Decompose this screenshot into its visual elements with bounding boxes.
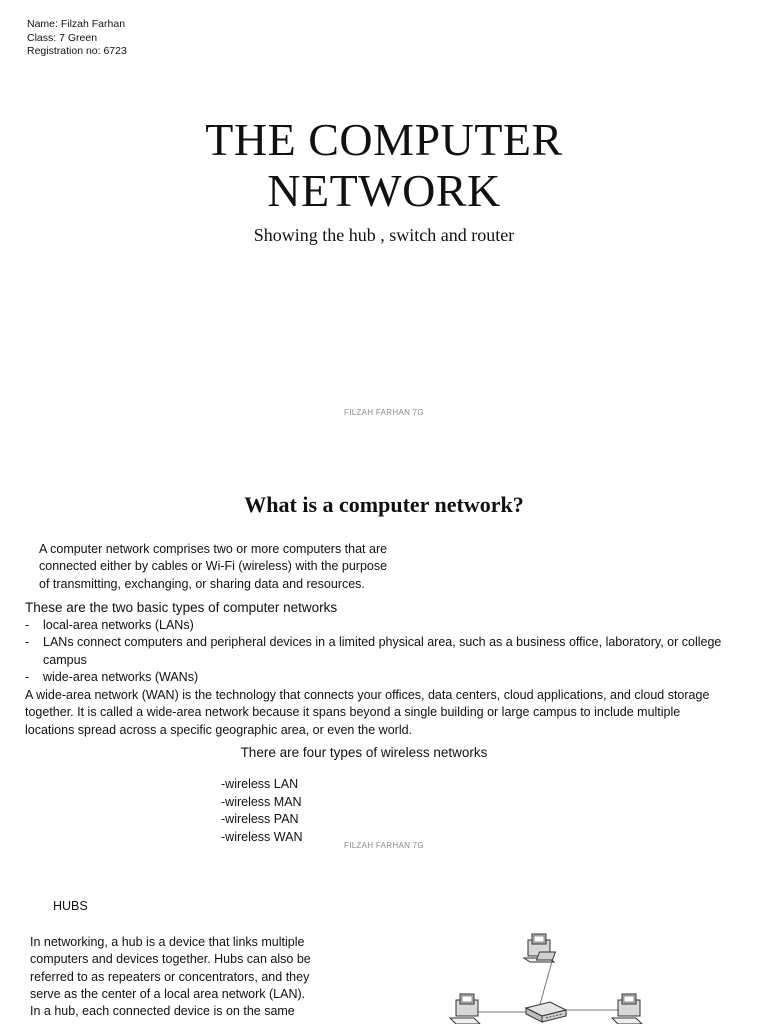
list-item: -wireless LAN [221, 777, 299, 791]
intro-line: of transmitting, exchanging, or sharing data and resources. [39, 576, 365, 591]
wireless-heading: There are four types of wireless networks [240, 745, 488, 760]
wireless-types-list [221, 776, 302, 846]
title-line-2: NETWORK [267, 165, 501, 216]
intro-paragraph [39, 541, 429, 593]
intro-line: A computer network comprises two or more computers that are [39, 542, 388, 556]
hub-icon [526, 1002, 566, 1022]
student-info [27, 18, 127, 59]
computer-icon [524, 934, 555, 962]
list-item-text: local-area networks (LANs) [43, 618, 194, 632]
list-item-text: LANs connect computers and peripheral devices in a limited physical area, such as a business office, laboratory, or college campus [43, 635, 722, 667]
hub-network-diagram [436, 924, 666, 1024]
list-item: - wide-area networks (WANs) [25, 669, 199, 684]
network-definition-page [0, 432, 768, 864]
network-types-heading: These are the two basic types of computer networks [25, 600, 338, 615]
registration-number: Registration no: 6723 [27, 45, 127, 57]
computer-icon [450, 994, 480, 1024]
paragraph-line: In a hub, each connected device is on the same [30, 1004, 295, 1019]
student-class: Class: 7 Green [27, 31, 98, 44]
student-name: Name: Filzah Farhan [27, 18, 126, 30]
paragraph-line: referred to as repeaters or concentrators, and they [30, 969, 310, 984]
title-page [0, 0, 768, 432]
paragraph-line: computers and devices together. Hubs can also be [30, 952, 311, 967]
list-item-text: wide-area networks (WANs) [43, 669, 199, 684]
page-title [0, 114, 768, 216]
section-title: What is a computer network? [244, 492, 524, 517]
list-item: -wireless WAN [221, 829, 303, 844]
wan-paragraph: A wide-area network (WAN) is the technology that connects your offices, data centers, cloud applications, and cloud storage together. It is called a wide-area network because it spans beyond a single building or large campus to include multiple locations spread across a specific geographic area, or even the world. [25, 688, 710, 737]
hubs-paragraph [30, 934, 330, 1020]
list-item: - local-area networks (LANs) [25, 618, 194, 632]
title-line-1: THE COMPUTER [205, 114, 563, 165]
slide-footer: FILZAH FARHAN 7G [344, 841, 424, 850]
intro-line: connected either by cables or Wi-Fi (wireless) with the purpose [39, 559, 388, 574]
list-item: -wireless MAN [221, 794, 302, 809]
list-item: -wireless PAN [221, 812, 299, 826]
paragraph-line: In networking, a hub is a device that links multiple [30, 935, 305, 949]
computer-icon [612, 994, 642, 1024]
paragraph-line: serve as the center of a local area network (LAN). [30, 986, 306, 1001]
network-types-list [25, 617, 735, 686]
hubs-title: HUBS [53, 899, 88, 913]
list-item: - LANs connect computers and peripheral devices in a limited physical area, such as a business office, laboratory, or college campus [25, 635, 722, 667]
hubs-page [0, 864, 768, 1024]
page-subtitle: Showing the hub , switch and router [253, 225, 515, 245]
slide-footer: FILZAH FARHAN 7G [344, 408, 424, 417]
